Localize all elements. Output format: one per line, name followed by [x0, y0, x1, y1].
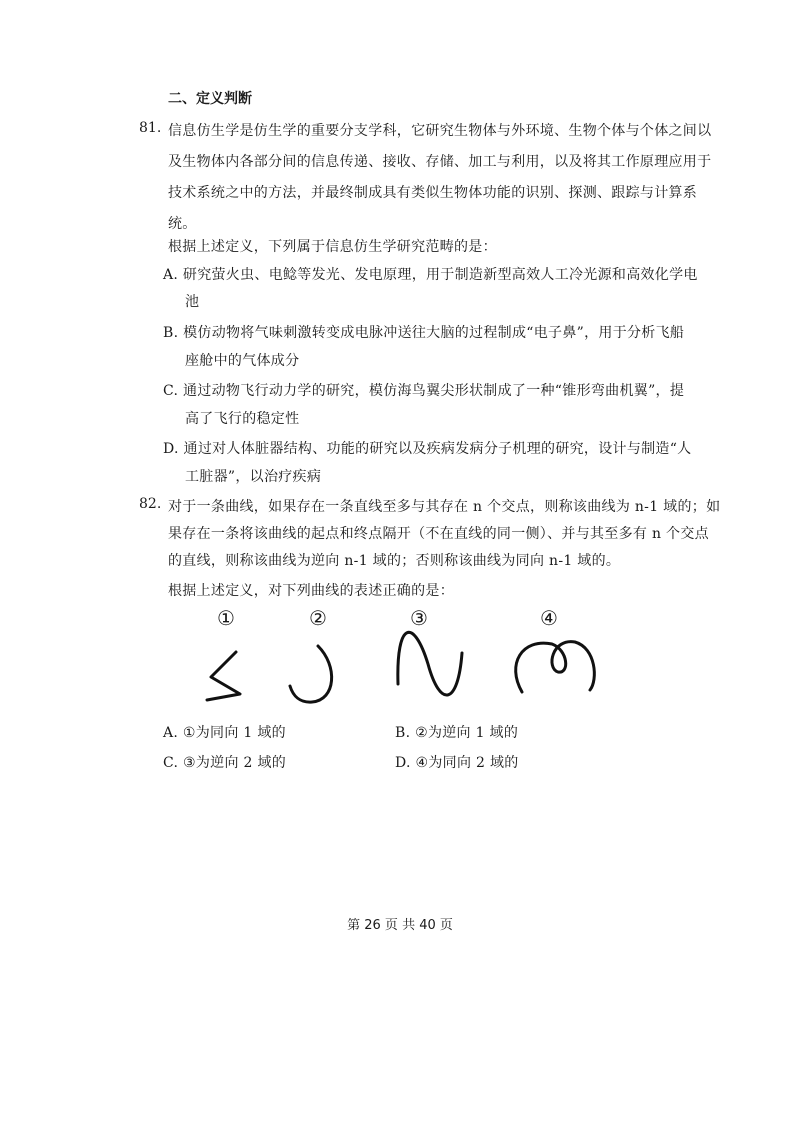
option-c[interactable]: C. ③为逆向 2 域的	[163, 755, 287, 771]
question-stem-line: 对于一条曲线，如果存在一条直线至多与其存在 n 个交点，则称该曲线为 n-1 域的；如	[168, 499, 721, 515]
question-number: 82.	[139, 496, 162, 512]
page-footer: 第 26 页 共 40 页	[347, 918, 453, 933]
figure-label-4: ④	[540, 606, 558, 630]
option-b[interactable]: B. 模仿动物将气味刺激转变成电脉冲送往大脑的过程制成“电子鼻”，用于分析飞船	[163, 325, 685, 341]
figure-label-2: ②	[309, 606, 327, 630]
option-d-cont: 工脏器”，以治疗疾病	[185, 469, 322, 485]
option-a-cont: 池	[185, 294, 200, 310]
curve-4	[516, 642, 595, 692]
option-c-cont: 高了飞行的稳定性	[185, 411, 300, 427]
question-stem-line: 信息仿生学是仿生学的重要分支学科，它研究生物体与外环境、生物个体与个体之间以	[168, 123, 712, 139]
option-c[interactable]: C. 通过动物飞行动力学的研究，模仿海鸟翼尖形状制成了一种“锥形弯曲机翼”，提	[163, 383, 685, 399]
option-b[interactable]: B. ②为逆向 1 域的	[395, 725, 519, 741]
option-a[interactable]: A. 研究萤火虫、电鲶等发光、发电原理，用于制造新型高效人工冷光源和高效化学电	[163, 267, 698, 283]
curve-2	[290, 646, 332, 702]
question-stem-line: 技术系统之中的方法，并最终制成具有类似生物体功能的识别、探测、跟踪与计算系	[168, 185, 698, 201]
option-b-cont: 座舱中的气体成分	[185, 353, 300, 369]
option-d[interactable]: D. ④为同向 2 域的	[395, 755, 519, 771]
question-stem-line: 统。	[168, 216, 197, 232]
question-number: 81.	[139, 120, 162, 136]
section-title: 二、定义判断	[168, 91, 252, 107]
curve-1	[207, 652, 240, 700]
option-a[interactable]: A. ①为同向 1 域的	[163, 725, 286, 741]
figure-label-3: ③	[410, 606, 428, 630]
question-stem-line: 及生物体内各部分间的信息传递、接收、存储、加工与利用，以及将其工作原理应用于	[168, 154, 712, 170]
question-prompt: 根据上述定义，对下列曲线的表述正确的是：	[168, 583, 454, 599]
question-prompt: 根据上述定义，下列属于信息仿生学研究范畴的是：	[168, 239, 497, 255]
curve-3	[398, 632, 462, 695]
question-stem-line: 的直线，则称该曲线为逆向 n-1 域的；否则称该曲线为同向 n-1 域的。	[168, 553, 621, 569]
option-d[interactable]: D. 通过对人体脏器结构、功能的研究以及疾病发病分子机理的研究，设计与制造“人	[163, 441, 692, 457]
figure-label-1: ①	[217, 606, 235, 630]
question-stem-line: 果存在一条将该曲线的起点和终点隔开（不在直线的同一侧）、并与其至多有 n 个交点	[168, 526, 709, 542]
